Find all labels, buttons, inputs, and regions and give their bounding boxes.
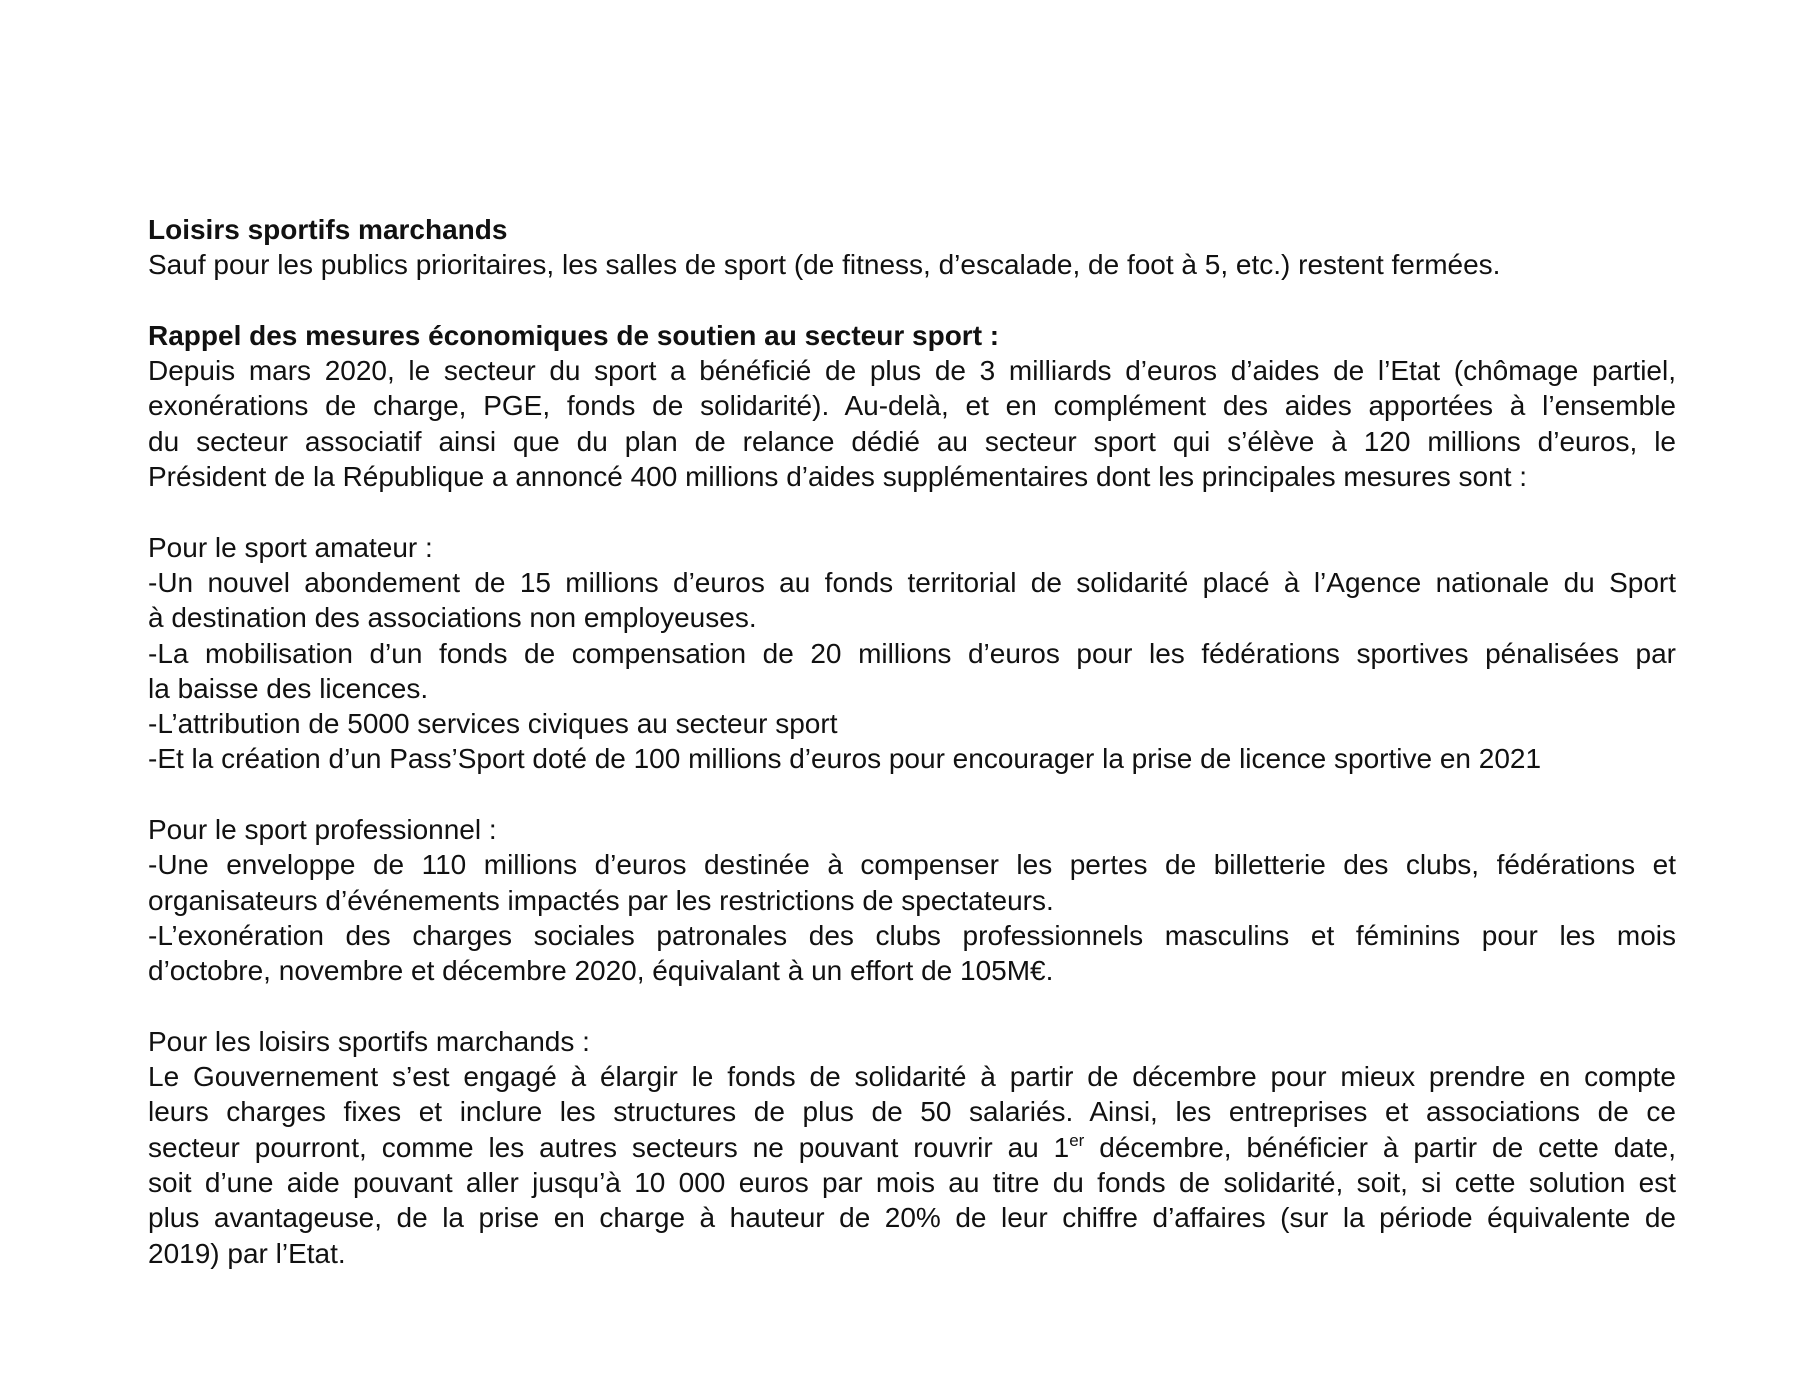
professionnel-item-1-line: organisateurs d’événements impactés par les restrictions de spectateurs. (148, 884, 1054, 916)
marchands-line-start: secteur pourront, comme les autres secteurs ne pouvant rouvrir au 1 (148, 1131, 1070, 1163)
amateur-item-2-line: la baisse des licences. (148, 672, 429, 704)
marchands-paragraph-line: 2019) par l’Etat. (148, 1237, 346, 1269)
paragraph-rappel-line: du secteur associatif ainsi que du plan de relance dédié au secteur sport qui s’élève à 120 millions d’euros, le (148, 425, 1676, 457)
amateur-item-1-line: à destination des associations non employeuses. (148, 602, 757, 634)
amateur-item-3: -L’attribution de 5000 services civiques au secteur sport (148, 708, 838, 740)
amateur-heading: Pour le sport amateur : (148, 531, 433, 563)
amateur-item-2-line: -La mobilisation d’un fonds de compensation de 20 millions d’euros pour les fédérations sportives pénalisées par (148, 637, 1676, 669)
paragraph-rappel-line: Depuis mars 2020, le secteur du sport a bénéficié de plus de 3 milliards d’euros d’aides de l’Etat (chômage partiel, (148, 355, 1676, 387)
professionnel-heading: Pour le sport professionnel : (148, 814, 497, 846)
professionnel-item-2-line: -L’exonération des charges sociales patronales des clubs professionnels masculins et féminins pour les mois (148, 919, 1676, 951)
document-page (148, 212, 1676, 1271)
paragraph-rappel-line: Président de la République a annoncé 400 millions d’aides supplémentaires dont les principales mesures sont : (148, 461, 1528, 493)
paragraph-salles-fermees: Sauf pour les publics prioritaires, les salles de sport (de fitness, d’escalade, de foot à 5, etc.) restent fermées. (148, 249, 1501, 281)
marchands-paragraph-line: plus avantageuse, de la prise en charge à hauteur de 20% de leur chiffre d’affaires (sur la période équivalente de (148, 1202, 1676, 1234)
marchands-paragraph-line: leurs charges fixes et inclure les structures de plus de 50 salariés. Ainsi, les entreprises et associations de ce (148, 1096, 1676, 1128)
professionnel-item-1-line: -Une enveloppe de 110 millions d’euros destinée à compenser les pertes de billetterie des clubs, fédérations et (148, 849, 1676, 881)
marchands-paragraph-line: Le Gouvernement s’est engagé à élargir le fonds de solidarité à partir de décembre pour mieux prendre en compte (148, 1061, 1676, 1093)
amateur-item-4: -Et la création d’un Pass’Sport doté de 100 millions d’euros pour encourager la prise de licence sportive en 2021 (148, 743, 1542, 775)
marchands-paragraph-line: soit d’une aide pouvant aller jusqu’à 10 000 euros par mois au titre du fonds de solidarité, soit, si cette solution est (148, 1167, 1676, 1199)
paragraph-rappel-line: exonérations de charge, PGE, fonds de solidarité). Au-delà, et en complément des aides apportées à l’ensemble (148, 390, 1676, 422)
section-heading-rappel: Rappel des mesures économiques de soutien au secteur sport : (148, 319, 1000, 351)
spacer (148, 777, 1676, 812)
superscript-er: er (1069, 1130, 1085, 1150)
spacer (148, 283, 1676, 318)
professionnel-item-2-line: d’octobre, novembre et décembre 2020, équivalant à un effort de 105M€. (148, 955, 1054, 987)
marchands-heading: Pour les loisirs sportifs marchands : (148, 1025, 590, 1057)
amateur-item-1-line: -Un nouvel abondement de 15 millions d’euros au fonds territorial de solidarité placé à l’Agence nationale du Sport (148, 566, 1676, 598)
spacer (148, 989, 1676, 1024)
marchands-line-end: décembre, bénéficier à partir de cette date, (1084, 1131, 1677, 1163)
spacer (148, 494, 1676, 529)
marchands-paragraph-line (148, 1130, 1676, 1165)
section-heading-loisirs: Loisirs sportifs marchands (148, 214, 508, 245)
